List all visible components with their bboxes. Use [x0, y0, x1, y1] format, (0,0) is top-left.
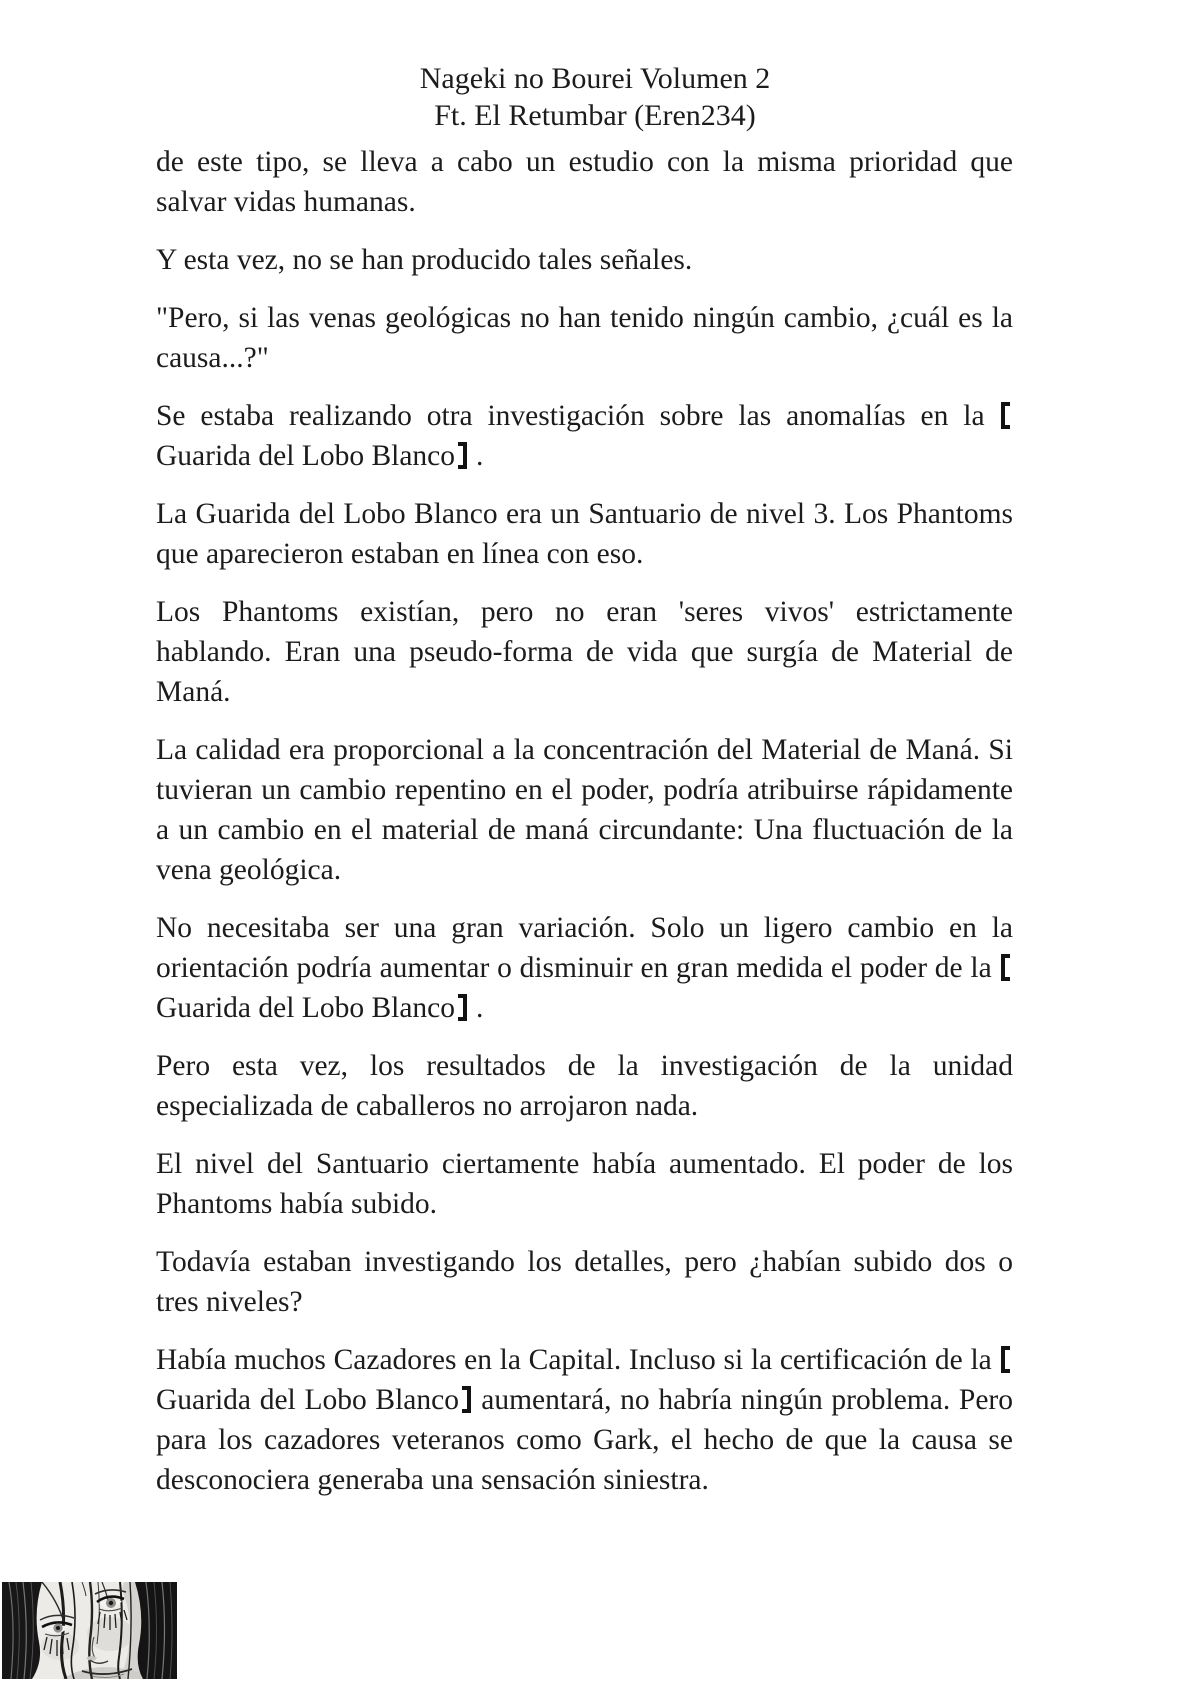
lenticular-open-bracket-icon: [1001, 402, 1010, 429]
paragraph: Y esta vez, no se han producido tales señales.: [156, 244, 693, 276]
page-subtitle: Ft. El Retumbar (Eren234): [434, 99, 756, 132]
paragraph: Había muchos Cazadores en la Capital. Incluso si la certificación de la Guarida del Lobo Blanco aumentará, no habría ningún problema. Pero para los cazadores veteranos como Gark, el hecho de que la causa se desconociera generaba una sensación siniestra.: [156, 1344, 1013, 1496]
lenticular-close-bracket-icon: [462, 1386, 471, 1413]
paragraph: Pero esta vez, los resultados de la investigación de la unidad especializada de caballeros no arrojaron nada.: [156, 1050, 1013, 1122]
paragraph: La calidad era proporcional a la concentración del Material de Maná. Si tuvieran un cambio repentino en el poder, podría atribuirse rápidamente a un cambio en el material de maná circundante: Una fluctuación de la vena geológica.: [156, 734, 1013, 886]
lenticular-close-bracket-icon: [458, 994, 467, 1021]
lenticular-open-bracket-icon: [1001, 954, 1010, 981]
document-body: [156, 142, 1013, 1500]
paragraph: de este tipo, se lleva a cabo un estudio con la misma prioridad que salvar vidas humanas.: [156, 146, 1013, 218]
paragraph: No necesitaba ser una gran variación. Solo un ligero cambio en la orientación podría aumentar o disminuir en gran medida el poder de la Guarida del Lobo Blanco .: [156, 912, 1013, 1024]
manga-face-image: [2, 1582, 177, 1679]
hair-left: [2, 1582, 42, 1679]
page-title: Nageki no Bourei Volumen 2: [419, 62, 771, 95]
paragraph: El nivel del Santuario ciertamente había aumentado. El poder de los Phantoms había subido.: [156, 1148, 1013, 1220]
hair-right: [135, 1582, 177, 1679]
paragraph: Los Phantoms existían, pero no eran 'seres vivos' estrictamente hablando. Eran una pseudo-forma de vida que surgía de Material de Maná.: [156, 596, 1013, 708]
paragraph: Se estaba realizando otra investigación sobre las anomalías en la Guarida del Lobo Blanco .: [156, 396, 1013, 476]
manga-face-illustration: [2, 1582, 177, 1679]
paragraph: "Pero, si las venas geológicas no han tenido ningún cambio, ¿cuál es la causa...?": [156, 302, 1013, 374]
paragraph: La Guarida del Lobo Blanco era un Santuario de nivel 3. Los Phantoms que aparecieron estaban en línea con eso.: [156, 498, 1013, 570]
paragraph: Todavía estaban investigando los detalles, pero ¿habían subido dos o tres niveles?: [156, 1246, 1013, 1318]
lenticular-close-bracket-icon: [458, 442, 467, 469]
lenticular-open-bracket-icon: [1001, 1346, 1010, 1373]
document-header: [0, 0, 1190, 134]
